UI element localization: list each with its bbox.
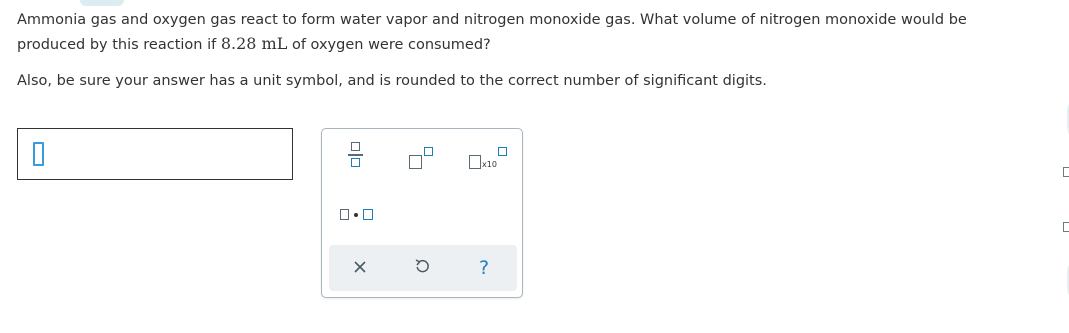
undo-icon — [414, 258, 430, 278]
input-cursor — [33, 142, 44, 166]
side-tool-tick-1 — [1063, 167, 1069, 177]
question-text-before: Ammonia gas and oxygen gas react to form water vapor and nitrogen monoxide gas. What volume of nitrogen monoxide would be produced by this reaction if — [17, 12, 967, 53]
clear-button[interactable] — [346, 255, 374, 281]
answer-input[interactable] — [17, 128, 293, 180]
action-bar — [329, 245, 517, 291]
question-text-after: of oxygen were consumed? — [287, 37, 491, 53]
question-quantity: 8.28 mL — [220, 34, 288, 53]
math-palette — [321, 128, 523, 298]
scientific-notation-button[interactable] — [466, 145, 510, 171]
fraction-button[interactable] — [346, 142, 366, 168]
close-icon — [353, 259, 367, 278]
top-tab[interactable] — [80, 0, 124, 6]
question-text — [17, 9, 1017, 57]
undo-button[interactable] — [408, 255, 436, 281]
instruction-text: Also, be sure your answer has a unit symbol, and is rounded to the correct number of significant digits. — [17, 73, 767, 89]
superscript-button[interactable] — [406, 145, 436, 171]
help-button[interactable] — [470, 255, 498, 281]
help-label: ? — [478, 257, 490, 279]
multiply-dot-button[interactable] — [337, 205, 381, 225]
x10-label: x10 — [482, 160, 497, 169]
side-tool-tick-2 — [1063, 222, 1069, 232]
